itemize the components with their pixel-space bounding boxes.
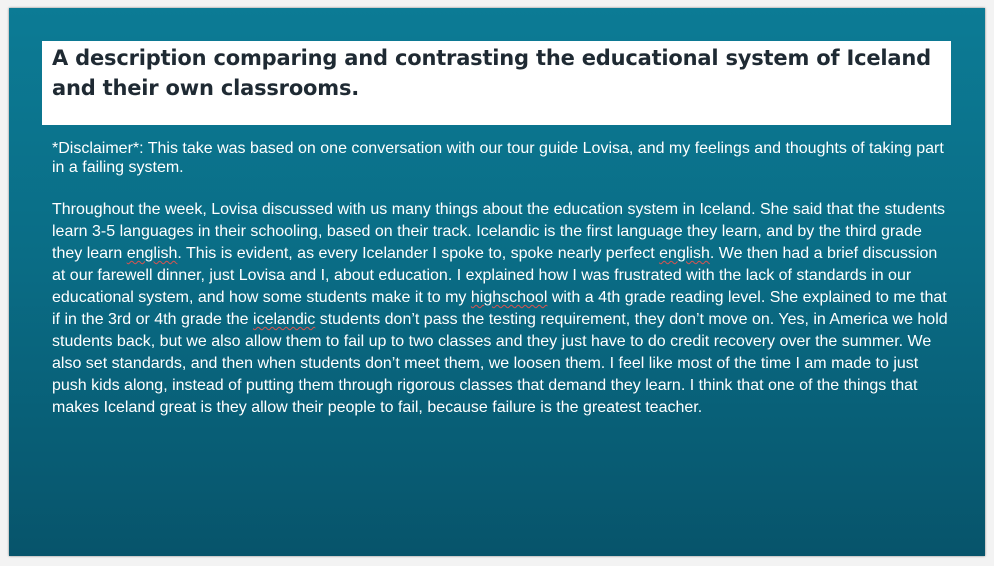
text-run: . This is evident, as every Icelander I spoke to, spoke nearly perfect <box>177 245 660 262</box>
text-run: with a 4th grade reading level. She explained to me that if in the 3rd or 4th grade the <box>52 289 947 328</box>
title-placeholder[interactable] <box>42 41 951 125</box>
misspelled-word[interactable]: english <box>659 245 710 262</box>
misspelled-word[interactable]: highschool <box>470 289 548 306</box>
slide-title: A description comparing and contrasting the educational system of Iceland and their own classrooms. <box>52 46 931 100</box>
misspelled-word[interactable]: english <box>126 245 178 262</box>
slide[interactable] <box>9 8 985 556</box>
text-run: Throughout the week, Lovisa discussed with us many things about the education system in Iceland. She said that the students learn 3-5 languages in their schooling, based on their track. Icelandic is the first language they learn, and by the third grade they learn <box>52 201 945 262</box>
body-text-box[interactable] <box>52 139 952 419</box>
text-run: . We then had a brief discussion at our farewell dinner, just Lovisa and I, about education. I explained how I was frustrated with the lack of standards in our educational system, and how some students make it to my <box>52 245 938 306</box>
disclaimer-paragraph: *Disclaimer*: This take was based on one conversation with our tour guide Lovisa, and my feelings and thoughts of taking part in a failing system. <box>52 140 944 176</box>
main-paragraph <box>52 199 952 419</box>
misspelled-word[interactable]: icelandic <box>253 311 316 328</box>
text-run: students don’t pass the testing requirement, they don’t move on. Yes, in America we hold students back, but we also allow them to fail up to two classes and they just have to do credit recovery over the summer. We also set standards, and then when students don’t meet them, we loosen them. I feel like most of the time I am made to just push kids along, instead of putting them through rigorous classes that demand they learn. I think that one of the things that makes Iceland great is they allow their people to fail, because failure is the greatest teacher. <box>52 311 948 416</box>
